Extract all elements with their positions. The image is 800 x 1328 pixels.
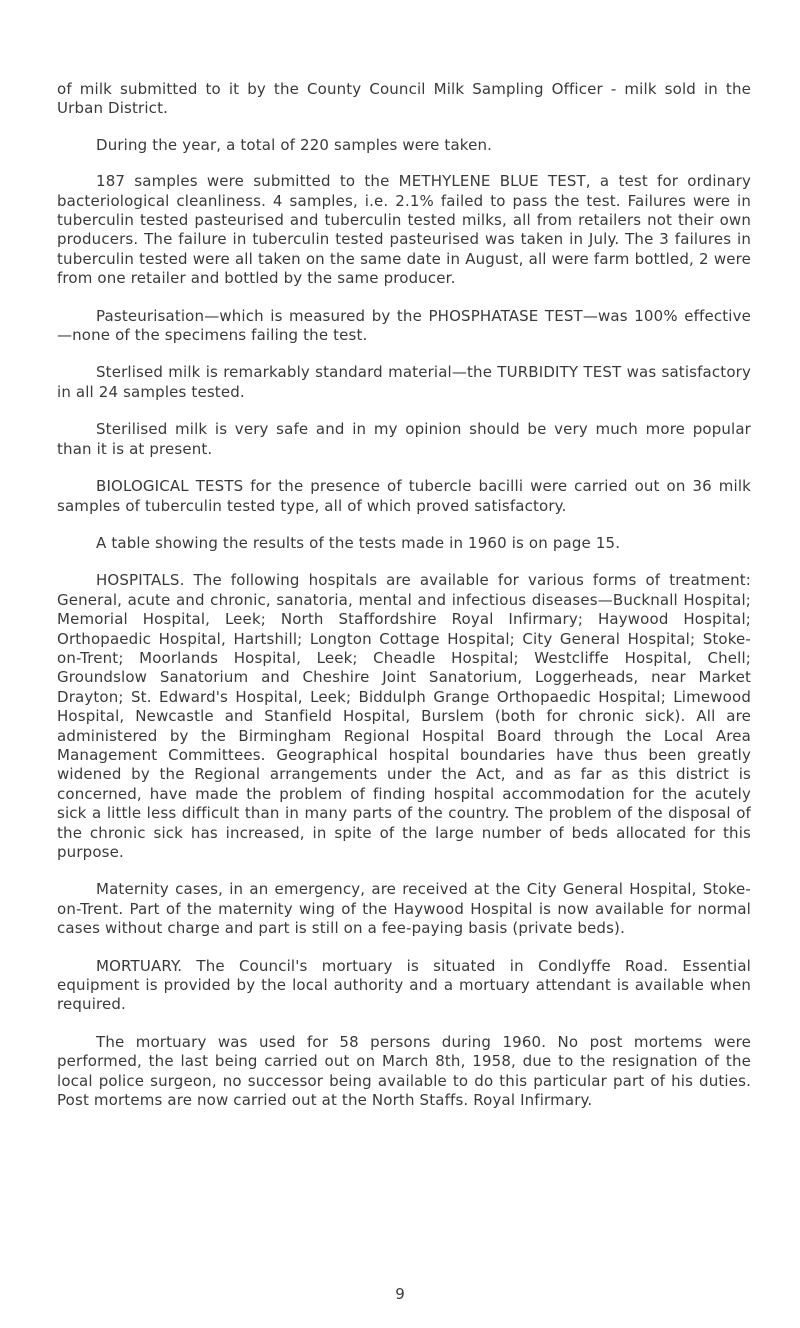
paragraph-sterilised-milk: Sterilised milk is very safe and in my opinion should be very much more popular than it is at present.	[57, 420, 751, 458]
paragraph-turbidity-test: Sterlised milk is remarkably standard material—the TURBIDITY TEST was satisfactory in all 24 samples tested.	[57, 363, 751, 401]
paragraph-results-table-reference: A table showing the results of the tests made in 1960 is on page 15.	[96, 533, 621, 552]
paragraph-maternity-cases: Maternity cases, in an emergency, are received at the City General Hospital, Stoke-on-Trent. Part of the maternity wing of the Haywood Hospital is now available for normal cases without charge and part is still on a fee-paying basis (private beds).	[57, 880, 751, 938]
paragraph-milk-sampling-intro: of milk submitted to it by the County Council Milk Sampling Officer - milk sold in the Urban District.	[57, 80, 751, 118]
paragraph-methylene-blue-test: 187 samples were submitted to the METHYLENE BLUE TEST, a test for ordinary bacteriological cleanliness. 4 samples, i.e. 2.1% failed to pass the test. Failures were in tuberculin tested pasteurised and tuberculin tested milks, all from retailers not their own producers. The failure in tuberculin tested pasteurised was taken in July. The 3 failures in tuberculin tested were all taken on the same date in August, all were farm bottled, 2 were from one retailer and bottled by the same producer.	[57, 172, 751, 288]
page-number: 9	[395, 1285, 405, 1303]
paragraph-phosphatase-test: Pasteurisation—which is measured by the PHOSPHATASE TEST—was 100% effective—none of the specimens failing the test.	[57, 306, 751, 345]
paragraph-mortuary: MORTUARY. The Council's mortuary is situated in Condlyffe Road. Essential equipment is provided by the local authority and a mortuary attendant is available when required.	[57, 956, 751, 1014]
paragraph-hospitals: HOSPITALS. The following hospitals are available for various forms of treatment: General, acute and chronic, sanatoria, mental and infectious diseases—Bucknall Hospital; Memorial Hospital, Leek; North Staffordshire Royal Infirmary; Haywood Hospital; Orthopaedic Hospital, Hartshill; Longton Cottage Hospital; City General Hospital; Stoke-on-Trent; Moorlands Hospital, Leek; Cheadle Hospital; Westcliffe Hospital, Chell; Groundslow Sanatorium and Cheshire Joint Sanatorium, Loggerheads, near Market Drayton; St. Edward's Hospital, Leek; Biddulph Grange Orthopaedic Hospital; Limewood Hospital, Newcastle and Stanfield Hospital, Burslem (both for chronic sick). All are administered by the Birmingham Regional Hospital Board through the Local Area Management Committees. Geographical hospital boundaries have thus been greatly widened by the Regional arrangements under the Act, and as far as this district is concerned, have made the problem of finding hospital accommodation for the acutely sick a little less difficult than in many parts of the country. The problem of the disposal of the chronic sick has increased, in spite of the large number of beds allocated for this purpose.	[57, 571, 751, 861]
paragraph-mortuary-usage: The mortuary was used for 58 persons during 1960. No post mortems were performed, the last being carried out on March 8th, 1958, due to the resignation of the local police surgeon, no successor being available to do this particular part of his duties. Post mortems are now carried out at the North Staffs. Royal Infirmary.	[57, 1032, 751, 1110]
paragraph-biological-tests: BIOLOGICAL TESTS for the presence of tubercle bacilli were carried out on 36 milk samples of tuberculin tested type, all of which proved satisfactory.	[57, 477, 751, 515]
paragraph-samples-total: During the year, a total of 220 samples were taken.	[96, 135, 493, 154]
document-page	[57, 80, 751, 1110]
